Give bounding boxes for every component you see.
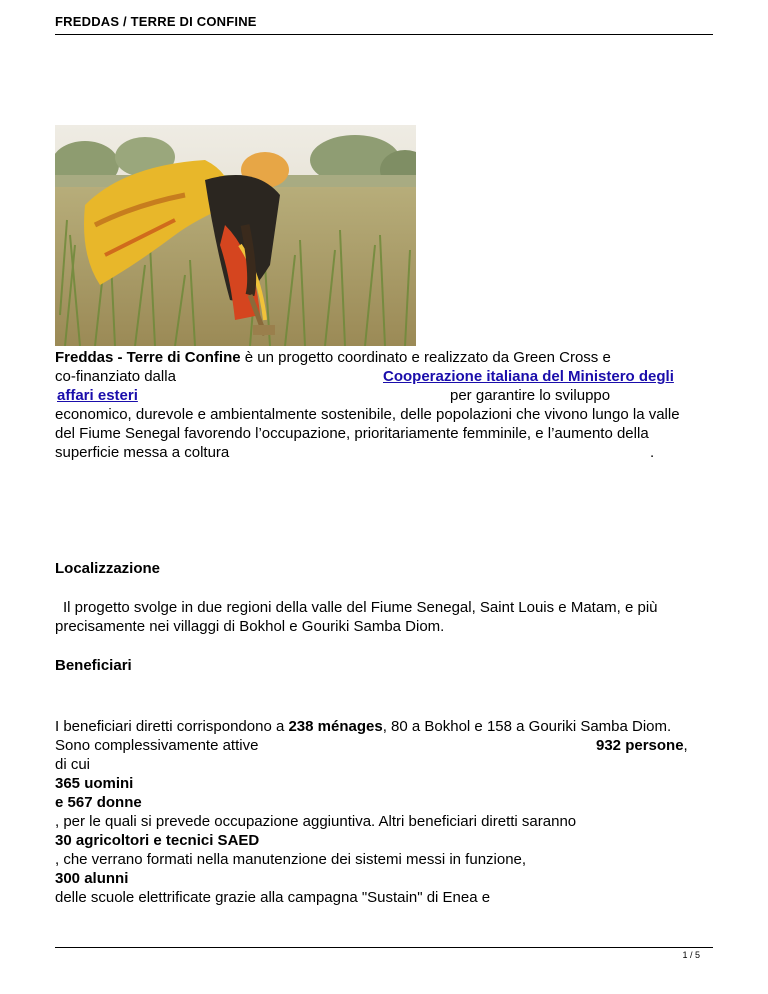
alunni-count: 300 alunni [55,870,129,887]
localizzazione-line-2: precisamente nei villaggi di Bokhol e Gouriki Samba Diom. [55,618,445,635]
page-number: 1 / 5 [682,950,700,960]
beneficiari-line-2-end [596,736,688,755]
project-name: Freddas - Terre di Confine [55,349,241,366]
persone-count: 932 persone [596,737,684,754]
beneficiari-line-2-start: Sono complessivamente attive [55,737,259,754]
agricoltori-count: 30 agricoltori e tecnici SAED [55,832,260,849]
localizzazione-line-1: Il progetto svolge in due regioni della valle del Fiume Senegal, Saint Louis e Matam, e più [63,599,658,616]
intro-line-4: economico, durevole e ambientalmente sostenibile, delle popolazioni che vivono lungo la valle [55,406,680,423]
intro-line-6-period: . [650,444,655,461]
intro-line-6: superficie messa a coltura [55,444,230,461]
intro-text: è un progetto coordinato e realizzato da Green Cross e [240,349,611,366]
intro-line-5: del Fiume Senegal favorendo l’occupazione, prioritariamente femminile, e l’aumento della [55,425,649,442]
beneficiari-text: I beneficiari diretti corrispondono a [55,718,289,735]
cooperazione-link-part1[interactable]: Cooperazione italiana del Ministero degli [383,368,674,385]
header-rule [55,34,713,35]
document-header-title: FREDDAS / TERRE DI CONFINE [55,14,257,29]
beneficiari-text: , 80 a Bokhol e 158 a Gouriki Samba Diom. [382,718,672,735]
beneficiari-line-3: di cui [55,756,91,773]
beneficiari-heading: Beneficiari [55,657,132,674]
intro-line-1 [55,348,611,367]
footer-rule [55,947,713,948]
donne-count: e 567 donne [55,794,142,811]
menages-count: 238 ménages [288,718,383,735]
uomini-count: 365 uomini [55,775,134,792]
localizzazione-heading: Localizzazione [55,560,161,577]
beneficiari-line-8: , che verrano formati nella manutenzione dei sistemi messi in funzione, [55,851,527,868]
beneficiari-line-6: , per le quali si prevede occupazione aggiuntiva. Altri beneficiari diretti saranno [55,813,577,830]
intro-line-2-start: co-finanziato dalla [55,368,176,385]
farmer-field-photo [55,125,416,346]
beneficiari-line-1 [55,717,671,736]
beneficiari-text: , [683,737,688,754]
beneficiari-line-10: delle scuole elettrificate grazie alla campagna "Sustain" di Enea e [55,889,491,906]
cooperazione-link-part2[interactable]: affari esteri [57,387,138,404]
intro-line-3-rest: per garantire lo sviluppo [450,387,611,404]
